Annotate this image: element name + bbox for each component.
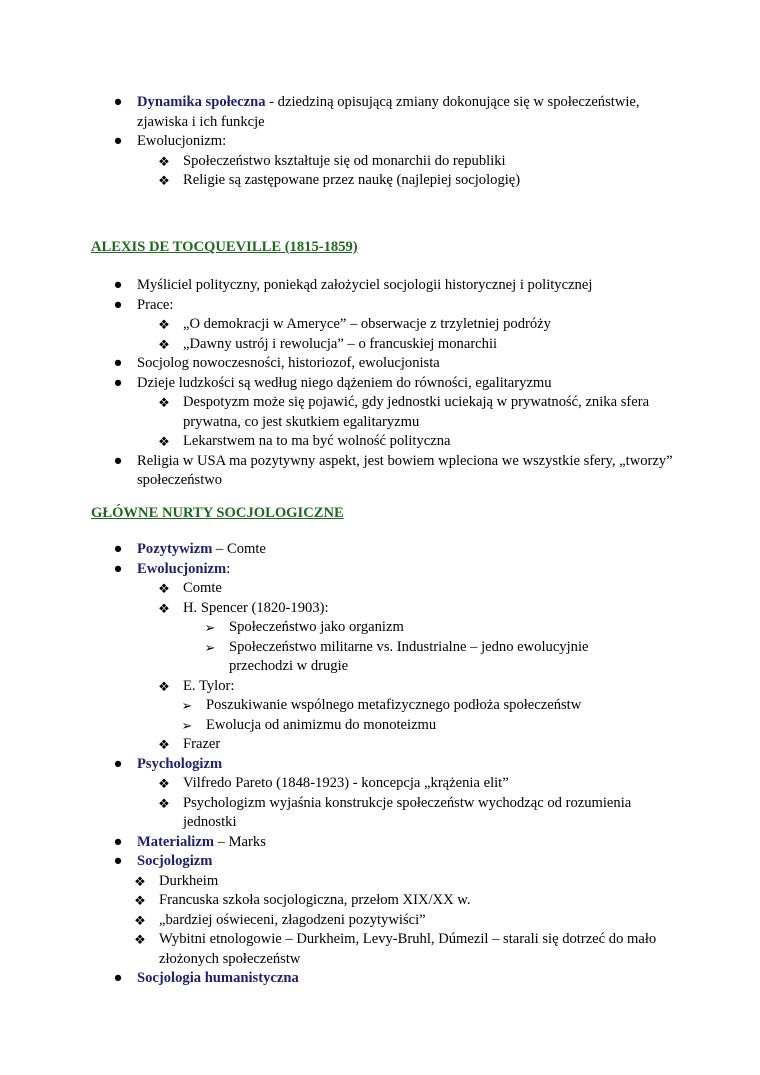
list-item: ❖ H. Spencer (1820-1903): — [0, 599, 673, 619]
diamond-bullet-icon: ❖ — [158, 678, 170, 694]
diamond-bullet-icon: ❖ — [134, 873, 146, 889]
list-item: ❖ „Dawny ustrój i rewolucja” – o francuskiej monarchii — [0, 335, 677, 355]
list-item: ❖ Lekarstwem na to ma być wolność polityczna — [0, 432, 677, 452]
list-item: ➢ Społeczeństwo jako organizm — [0, 618, 673, 638]
list-item: ➢ Poszukiwanie wspólnego metafizycznego podłoża społeczeństw — [0, 696, 673, 716]
list-item: ● Myśliciel polityczny, poniekąd założyciel socjologii historycznej i politycznej — [0, 276, 677, 296]
arrow-bullet-icon: ➢ — [181, 717, 193, 733]
list-item: ❖ Psychologizm wyjaśnia konstrukcje społeczeństw wychodząc od rozumienia jednostki — [158, 794, 632, 830]
diamond-bullet-icon: ❖ — [158, 737, 170, 752]
arrow-bullet-icon: ➢ — [181, 698, 193, 713]
diamond-bullet-icon: ❖ — [158, 434, 170, 449]
list-item: ❖ Religie są zastępowane przez naukę (najlepiej socjologię) — [0, 171, 682, 191]
bullet-dot-icon: ● — [113, 355, 123, 371]
list-item: ● Pozytywizm – Comte — [0, 540, 673, 560]
list-item: ➢ Społeczeństwo militarne vs. Industrialne – jedno ewolucyjnie przechodzi w drugie — [204, 638, 589, 674]
list-item: ● Ewolucjonizm: — [0, 560, 673, 580]
diamond-bullet-icon: ❖ — [158, 173, 170, 188]
list-item: ● Dynamika społeczna - dziedziną opisującą zmiany dokonujące się w społeczeństwie, zjawiska i ich funkcje — [0, 93, 682, 132]
list-item: ❖ „bardziej oświeceni, złagodzeni pozytywiści” — [0, 911, 673, 931]
list-item: ● Socjologizm — [0, 852, 673, 872]
list-item: ● Prace: — [0, 296, 677, 316]
diamond-bullet-icon: ❖ — [158, 776, 170, 791]
bullet-dot-icon: ● — [113, 541, 123, 557]
list-item: ❖ „O demokracji w Ameryce” – obserwacje z trzyletniej podróży — [0, 315, 677, 335]
diamond-bullet-icon: ❖ — [158, 317, 170, 332]
arrow-bullet-icon: ➢ — [204, 620, 216, 635]
diamond-bullet-icon: ❖ — [158, 600, 170, 616]
list-item: ❖ Vilfredo Pareto (1848-1923) - koncepcja „krążenia elit” — [0, 774, 673, 794]
bullet-dot-icon: ● — [113, 374, 123, 391]
list-item: ● Socjologia humanistyczna — [0, 969, 673, 989]
list-item: ● Dzieje ludzkości są według niego dążeniem do równości, egalitaryzmu — [0, 374, 677, 394]
list-item: ● Socjolog nowoczesności, historiozof, ewolucjonista — [0, 354, 677, 374]
bullet-dot-icon: ● — [113, 970, 123, 986]
section-currents-list — [0, 540, 673, 989]
list-item: ❖ Durkheim — [0, 872, 673, 892]
diamond-bullet-icon: ❖ — [134, 932, 146, 947]
list-item: ❖ Comte — [0, 579, 673, 599]
bullet-dot-icon: ● — [113, 853, 123, 869]
list-item: ● Materializm – Marks — [0, 833, 673, 853]
list-item: ❖ Frazer — [0, 735, 673, 755]
diamond-bullet-icon: ❖ — [158, 795, 170, 811]
bullet-dot-icon: ● — [113, 833, 123, 850]
list-item: ● Ewolucjonizm: — [0, 132, 682, 152]
bullet-dot-icon: ● — [113, 133, 123, 149]
bullet-dot-icon: ● — [113, 755, 123, 772]
list-item: ● Religia w USA ma pozytywny aspekt, jest bowiem wpleciona we wszystkie sfery, „tworzy” społeczeństwo — [0, 452, 677, 491]
diamond-bullet-icon: ❖ — [134, 893, 146, 908]
diamond-bullet-icon: ❖ — [158, 153, 170, 169]
section-heading-tocqueville: ALEXIS DE TOCQUEVILLE (1815-1859) — [91, 239, 358, 255]
bullet-dot-icon: ● — [113, 560, 123, 577]
arrow-bullet-icon: ➢ — [204, 639, 216, 655]
list-item: ➢ Ewolucja od animizmu do monoteizmu — [0, 716, 673, 736]
diamond-bullet-icon: ❖ — [158, 395, 170, 410]
diamond-bullet-icon: ❖ — [158, 581, 170, 596]
bullet-dot-icon: ● — [113, 94, 123, 110]
diamond-bullet-icon: ❖ — [158, 336, 170, 352]
section-comte-list — [0, 93, 682, 191]
list-item: ❖ Wybitni etnologowie – Durkheim, Levy-Bruhl, Dúmezil – starali się dotrzeć do mało złożonych społeczeństw — [134, 931, 657, 967]
section-heading-main-currents: GŁÓWNE NURTY SOCJOLOGICZNE — [91, 505, 344, 521]
list-item: ❖ Despotyzm może się pojawić, gdy jednostki uciekają w prywatność, znika sfera prywatna, co jest skutkiem egalitaryzmu — [158, 394, 650, 430]
section-tocqueville-list — [0, 276, 677, 491]
bullet-dot-icon: ● — [113, 277, 123, 293]
list-item: ❖ Społeczeństwo kształtuje się od monarchii do republiki — [0, 152, 682, 172]
bullet-dot-icon: ● — [113, 452, 123, 469]
list-item: ❖ E. Tylor: — [0, 677, 673, 697]
list-item: ● Psychologizm — [0, 755, 673, 775]
diamond-bullet-icon: ❖ — [134, 912, 146, 928]
list-item: ❖ Francuska szkoła socjologiczna, przełom XIX/XX w. — [0, 891, 673, 911]
bullet-dot-icon: ● — [113, 296, 123, 313]
